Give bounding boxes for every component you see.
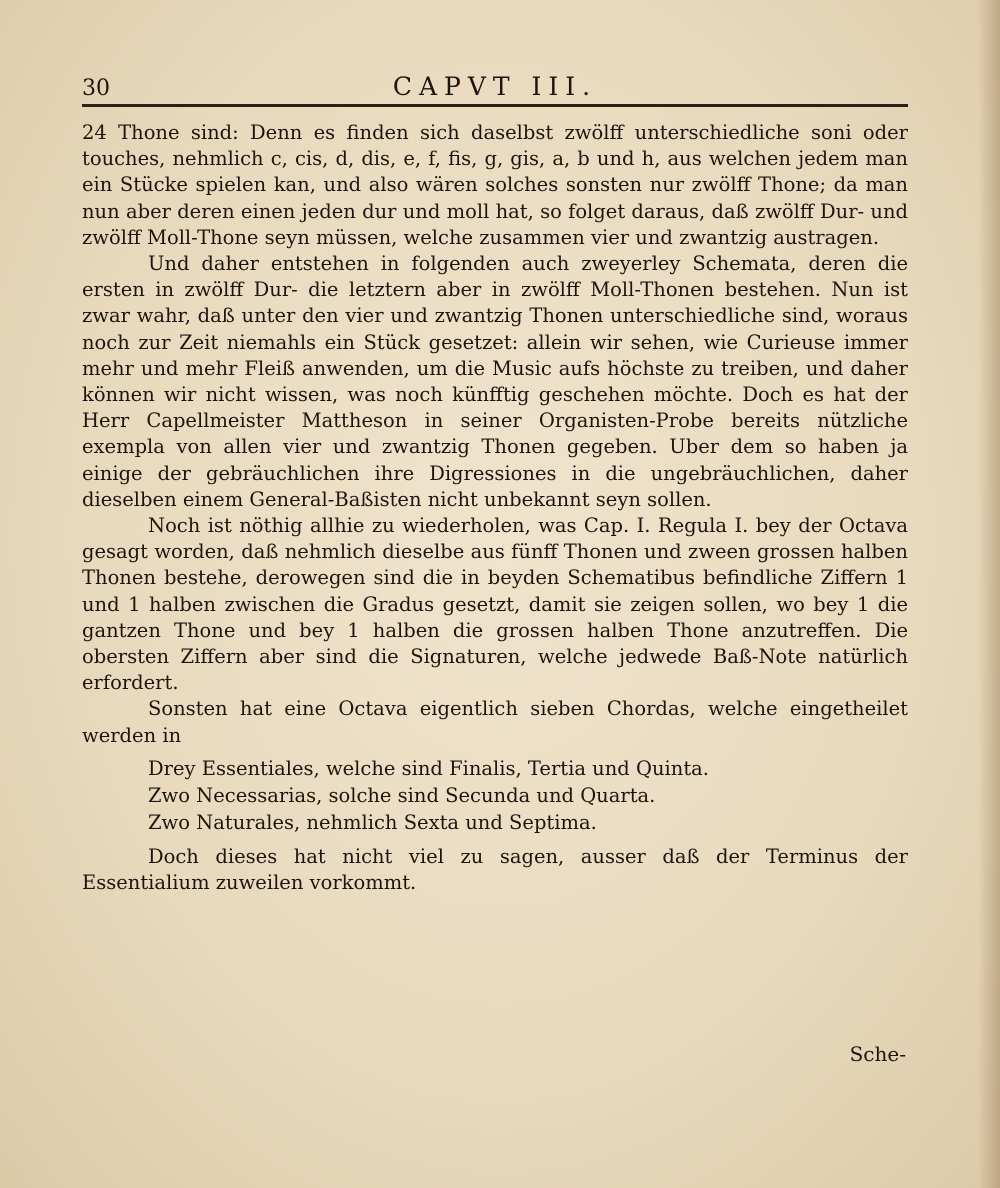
- running-head: CAPVT III.: [392, 72, 598, 101]
- chordas-list: [82, 755, 908, 836]
- header-rule: [82, 104, 908, 107]
- page-edge-shadow: [978, 0, 1000, 1188]
- closing-paragraph: Doch dieses hat nicht viel zu sagen, ausser daß der Terminus der Essentialium zuweilen vorkommt.: [82, 844, 908, 895]
- list-item-naturales: Zwo Naturales, nehmlich Sexta und Septima.: [148, 810, 597, 834]
- paragraph-1: 24 Thone sind: Denn es finden sich daselbst zwölff unterschiedliche soni oder touches, nehmlich c, cis, d, dis, e, f, fis, g, gis, a, b und h, aus welchen jedem man ein Stücke spielen kan, und also wären solches sonsten nur zwölff Thone; da man nun aber deren einen jeden dur und moll hat, so folget daraus, daß zwölff Dur- und zwölff Moll-Thone seyn müssen, welche zusammen vier und zwantzig austragen.: [82, 121, 908, 249]
- paragraph-3: Noch ist nöthig allhie zu wiederholen, was Cap. I. Regula I. bey der Octava gesagt worden, daß nehmlich dieselbe aus fünff Thonen und zween grossen halben Thonen bestehe, derowegen sind die in beyden Schematibus befindliche Ziffern 1 und 1 halben zwischen die Gradus gesetzt, damit sie zeigen sollen, wo bey 1 die gantzen Thone und bey 1 halben die grossen halben Thone anzutreffen. Die obersten Ziffern aber sind die Signaturen, welche jedwede Baß-Note natürlich erfordert.: [82, 514, 908, 695]
- page-header: [82, 70, 908, 104]
- page-number: 30: [82, 76, 110, 101]
- catchword: Sche-: [849, 1042, 906, 1066]
- body-text: [82, 120, 908, 896]
- list-item-necessarias: Zwo Necessarias, solche sind Secunda und Quarta.: [148, 783, 656, 807]
- paragraph-4: Sonsten hat eine Octava eigentlich sieben Chordas, welche eingetheilet werden in: [82, 697, 908, 747]
- paragraph-2: Und daher entstehen in folgenden auch zweyerley Schemata, deren die ersten in zwölff Dur- die letztern aber in zwölff Moll-Thonen bestehen. Nun ist zwar wahr, daß unter den vier und zwantzig Thonen unterschiedliche sind, woraus noch zur Zeit niemahls ein Stück gesetzet: allein wir sehen, wie Curieuse immer mehr und mehr Fleiß anwenden, um die Music aufs höchste zu treiben, und daher können wir nicht wissen, was noch künfftig geschehen möchte. Doch es hat der Herr Capellmeister Mattheson in seiner Organisten-Probe bereits nützliche exempla von allen vier und zwantzig Thonen gegeben. Uber dem so haben ja einige der gebräuchlichen ihre Digressiones in die ungebräuchlichen, daher dieselben einem General-Baßisten nicht unbekannt seyn sollen.: [82, 252, 908, 511]
- list-item-essentiales: Drey Essentiales, welche sind Finalis, Tertia und Quinta.: [148, 756, 709, 780]
